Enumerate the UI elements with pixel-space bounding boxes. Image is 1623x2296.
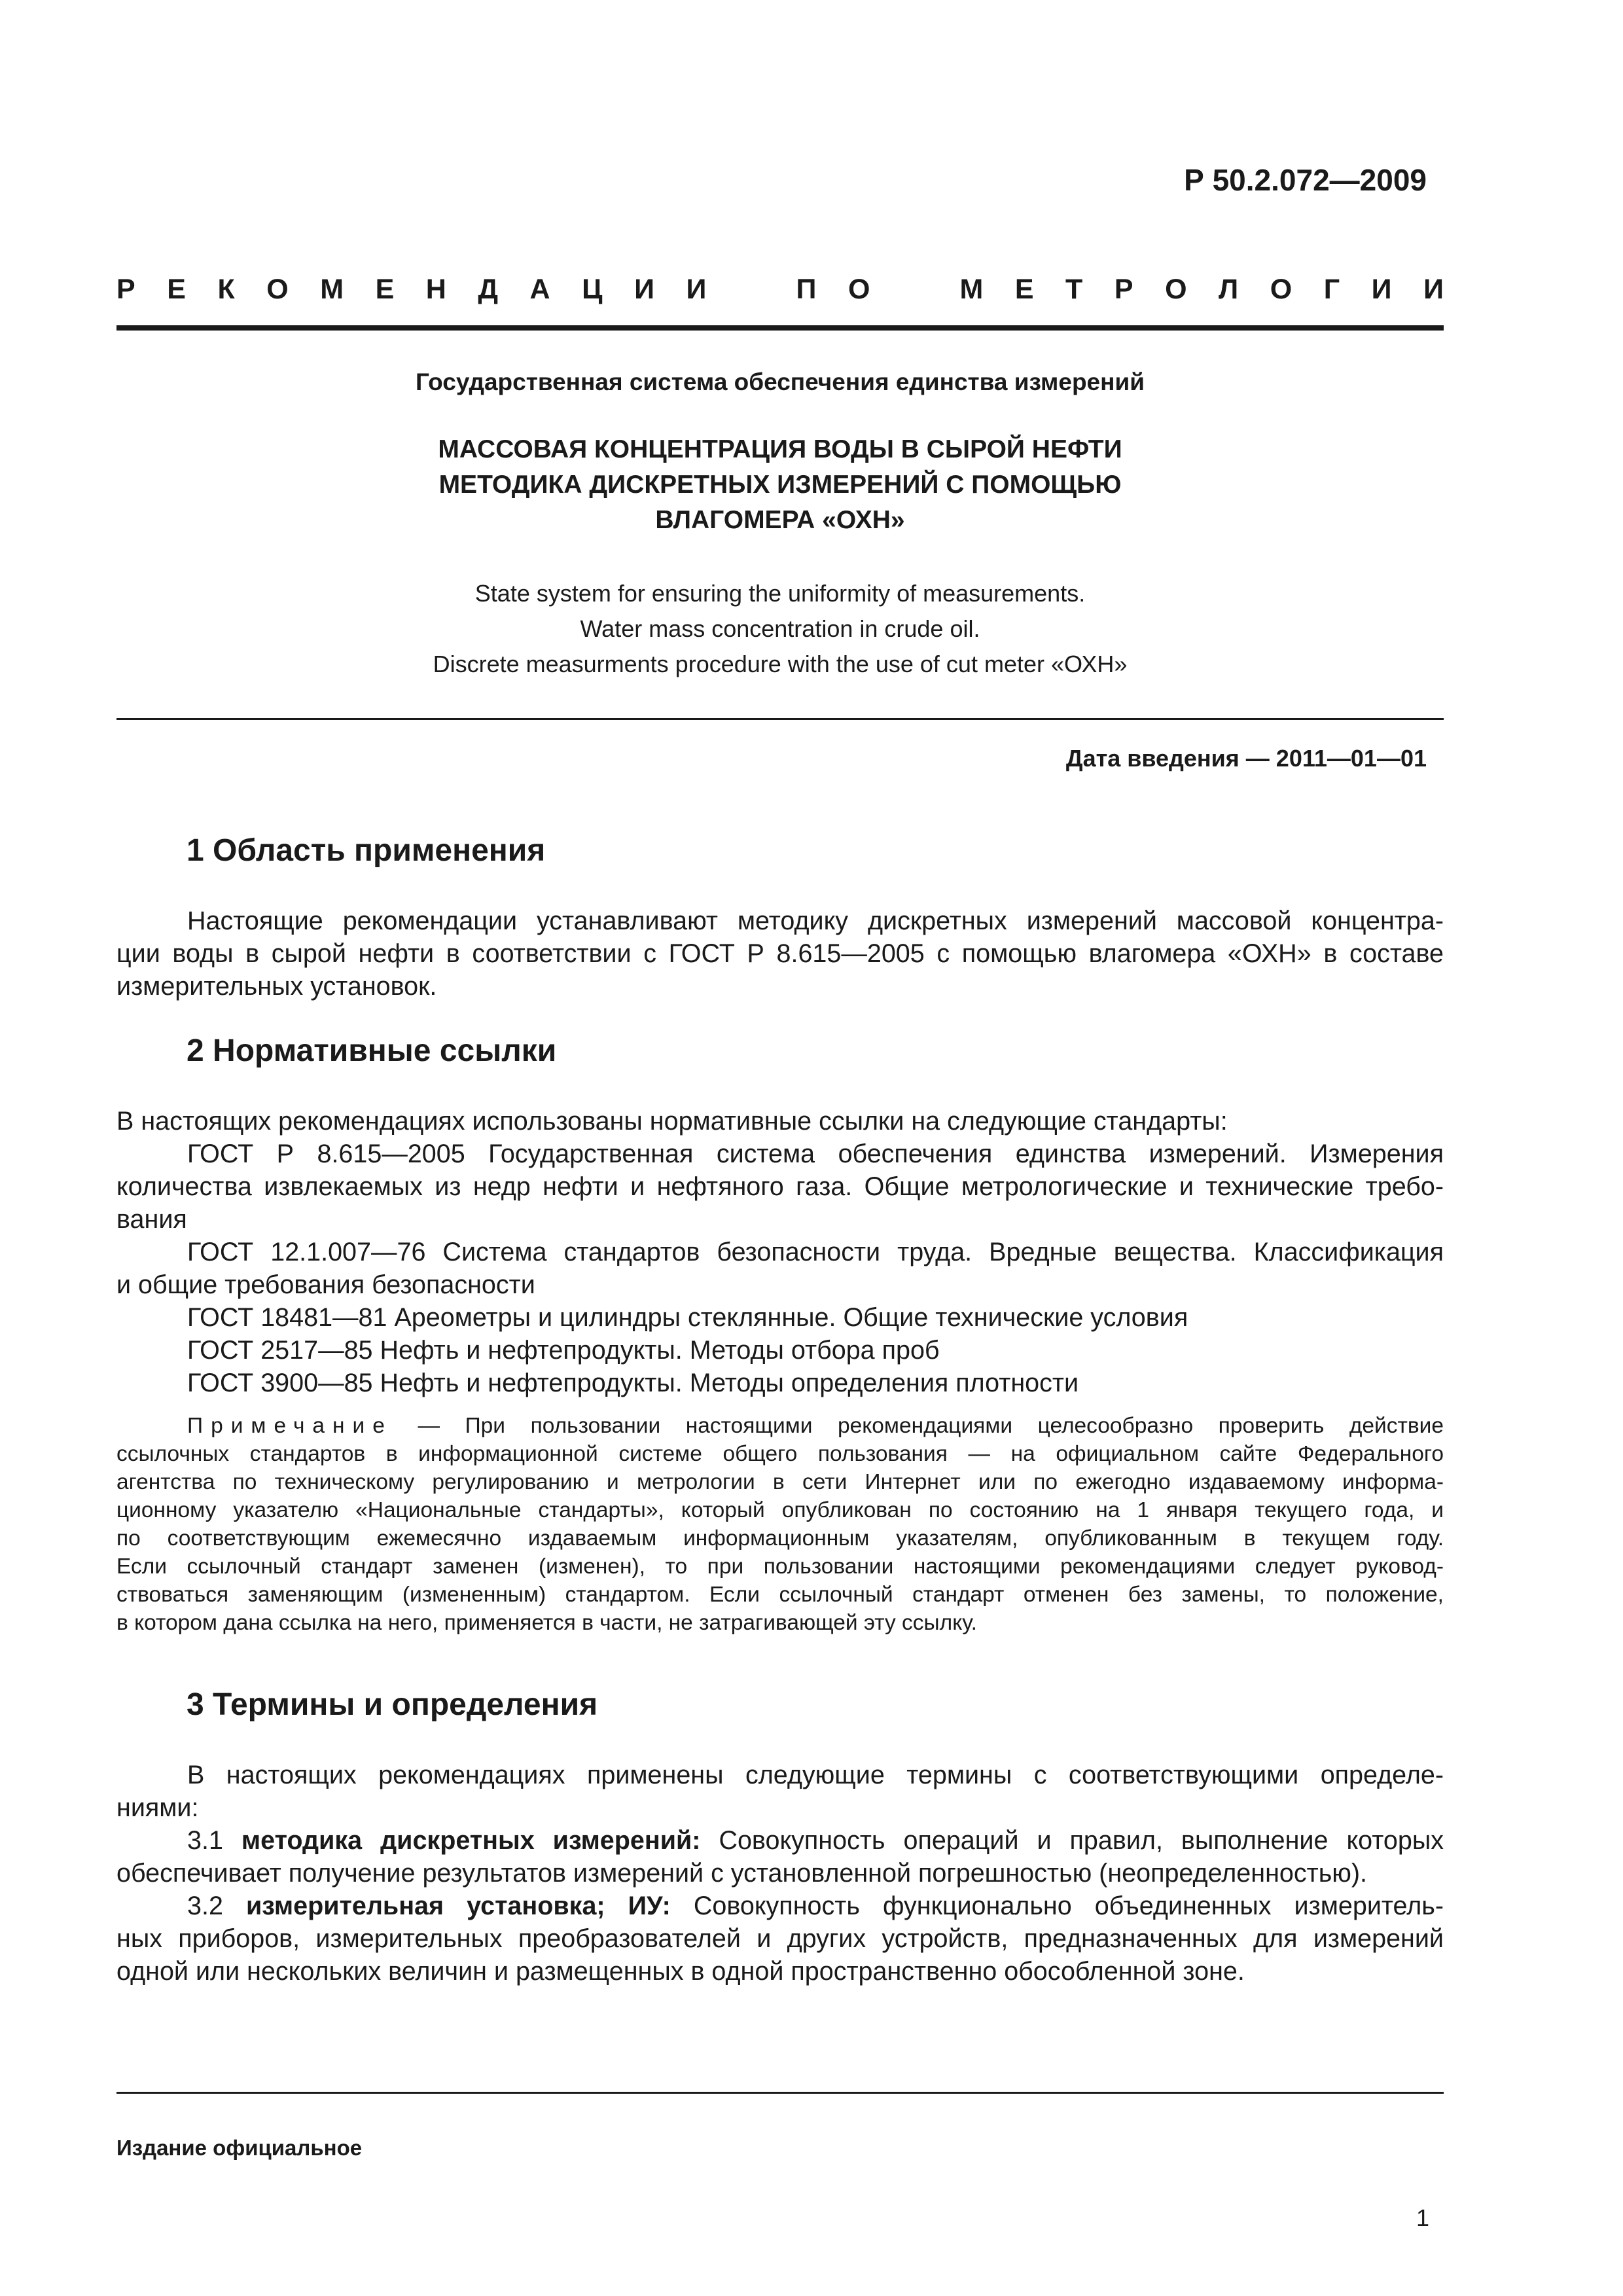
series-letter: К xyxy=(217,274,235,305)
term-line: обеспечивает получение результатов измерений с установленной погрешностью (неопределенностью). xyxy=(116,1859,1368,1888)
reference-line: вания xyxy=(116,1205,187,1234)
title-rule xyxy=(116,718,1444,720)
series-letter: И xyxy=(686,274,707,305)
title-line: МАССОВАЯ КОНЦЕНТРАЦИЯ ВОДЫ В СЫРОЙ НЕФТИ xyxy=(438,435,1122,463)
series-letter: И xyxy=(1423,274,1444,305)
section-3-heading: 3 Термины и определения xyxy=(187,1687,598,1722)
reference-line: ГОСТ 3900—85 Нефть и нефтепродукты. Методы определения плотности xyxy=(187,1369,1079,1397)
text-line: В настоящих рекомендациях применены следующие термины с соответствующими определе- xyxy=(187,1761,1444,1789)
english-title xyxy=(116,576,1444,682)
series-letter: О xyxy=(847,274,870,305)
header-rule xyxy=(116,325,1444,331)
note-line: ссылочных стандартов в информационной системе общего пользования — на официальном сайте Федерального xyxy=(116,1442,1444,1466)
page-number: 1 xyxy=(1416,2204,1429,2231)
series-letter: Р xyxy=(116,274,135,305)
section-2-heading: 2 Нормативные ссылки xyxy=(187,1033,557,1068)
series-letter: Е xyxy=(375,274,395,305)
series-letter: Ц xyxy=(582,274,603,305)
introduction-date: Дата введения — 2011—01—01 xyxy=(1065,745,1427,772)
series-letter: П xyxy=(796,274,817,305)
note-line: ствоваться заменяющим (измененным) стандартом. Если ссылочный стандарт отменен без замены, то положение, xyxy=(116,1583,1444,1607)
reference-line: ГОСТ 2517—85 Нефть и нефтепродукты. Методы отбора проб xyxy=(187,1336,940,1365)
series-letter: М xyxy=(959,274,984,305)
series-letter: О xyxy=(266,274,289,305)
term-number: 3.2 xyxy=(187,1892,223,1920)
reference-line: и общие требования безопасности xyxy=(116,1270,535,1299)
term-line xyxy=(116,1890,1444,1922)
term-number: 3.1 xyxy=(187,1826,223,1855)
text-line: ции воды в сырой нефти в соответствии с ГОСТ Р 8.615—2005 с помощью влагомера «ОХН» в составе xyxy=(116,939,1444,968)
reference-line: ГОСТ Р 8.615—2005 Государственная система обеспечения единства измерений. Измерения xyxy=(187,1139,1444,1168)
title-line: МЕТОДИКА ДИСКРЕТНЫХ ИЗМЕРЕНИЙ С ПОМОЩЬЮ xyxy=(438,471,1122,499)
reference-line: ГОСТ 12.1.007—76 Система стандартов безопасности труда. Вредные вещества. Классификация xyxy=(187,1238,1444,1266)
note-line: агентства по техническому регулированию и метрологии в сети Интернет или по ежегодно издаваемому информа- xyxy=(116,1470,1444,1494)
series-letter: М xyxy=(320,274,344,305)
series-title xyxy=(116,274,1444,306)
series-letter: Е xyxy=(1014,274,1034,305)
reference-line: ГОСТ 18481—81 Ареометры и цилиндры стеклянные. Общие технические условия xyxy=(187,1303,1188,1332)
series-letter: И xyxy=(634,274,654,305)
series-letter: Е xyxy=(167,274,186,305)
note-line: в котором дана ссылка на него, применяется в части, не затрагивающей эту ссылку. xyxy=(116,1611,977,1635)
title-line: ВЛАГОМЕРА «ОХН» xyxy=(655,506,905,534)
text-line: измерительных установок. xyxy=(116,972,437,1001)
series-letter: Т xyxy=(1065,274,1083,305)
term-line xyxy=(116,1824,1444,1857)
english-title-line: Water mass concentration in crude oil. xyxy=(580,615,980,642)
note-line: по соответствующим ежемесячно издаваемым информационным указателям, опубликованным в текущем году. xyxy=(116,1526,1444,1551)
series-letter: А xyxy=(529,274,550,305)
text-line: Настоящие рекомендации устанавливают методику дискретных измерений массовой концентра- xyxy=(187,906,1444,935)
term-line: одной или нескольких величин и размещенных в одной пространственно обособленной зоне. xyxy=(116,1957,1245,1986)
term-definition: Совокупность операций и правил, выполнение которых xyxy=(700,1826,1444,1855)
note-label: Примечание xyxy=(187,1414,393,1438)
section-1-heading: 1 Область применения xyxy=(187,833,546,868)
series-letter: О xyxy=(1270,274,1293,305)
note-block xyxy=(116,1412,1444,1637)
official-edition-label: Издание официальное xyxy=(116,2136,363,2160)
term-name: методика дискретных измерений: xyxy=(241,1826,701,1855)
document-title xyxy=(116,432,1444,538)
footer-rule xyxy=(116,2092,1444,2094)
series-gap xyxy=(902,274,928,306)
english-title-line: State system for ensuring the uniformity of measurements. xyxy=(474,580,1086,607)
series-gap xyxy=(738,274,764,306)
term-definition: Совокупность функционально объединенных измеритель- xyxy=(670,1892,1444,1920)
text-line: В настоящих рекомендациях использованы нормативные ссылки на следующие стандарты: xyxy=(116,1107,1228,1136)
series-letter: Д xyxy=(478,274,499,305)
text-line: ниями: xyxy=(116,1793,199,1822)
series-letter: И xyxy=(1371,274,1392,305)
english-title-line: Discrete measurments procedure with the use of cut meter «ОХН» xyxy=(433,651,1128,677)
series-letter: Л xyxy=(1219,274,1239,305)
note-line: Если ссылочный стандарт заменен (изменен), то при пользовании настоящими рекомендациями следует руковод- xyxy=(116,1554,1444,1579)
series-letter: Н xyxy=(425,274,446,305)
note-line: Примечание — При пользовании настоящими рекомендациями целесообразно проверить действие xyxy=(187,1414,1444,1438)
system-title: Государственная система обеспечения единства измерений xyxy=(416,368,1145,395)
series-letter: О xyxy=(1165,274,1187,305)
term-line: ных приборов, измерительных преобразователей и других устройств, предназначенных для измерений xyxy=(116,1924,1444,1953)
reference-line: количества извлекаемых из недр нефти и нефтяного газа. Общие метрологические и технические требо- xyxy=(116,1172,1444,1201)
series-letter: Р xyxy=(1114,274,1133,305)
series-letter: Г xyxy=(1323,274,1340,305)
term-name: измерительная установка; ИУ: xyxy=(245,1892,671,1920)
note-line: ционному указателю «Национальные стандарты», который опубликован по состоянию на 1 января текущего года, и xyxy=(116,1498,1444,1522)
document-number: Р 50.2.072—2009 xyxy=(1184,163,1427,197)
